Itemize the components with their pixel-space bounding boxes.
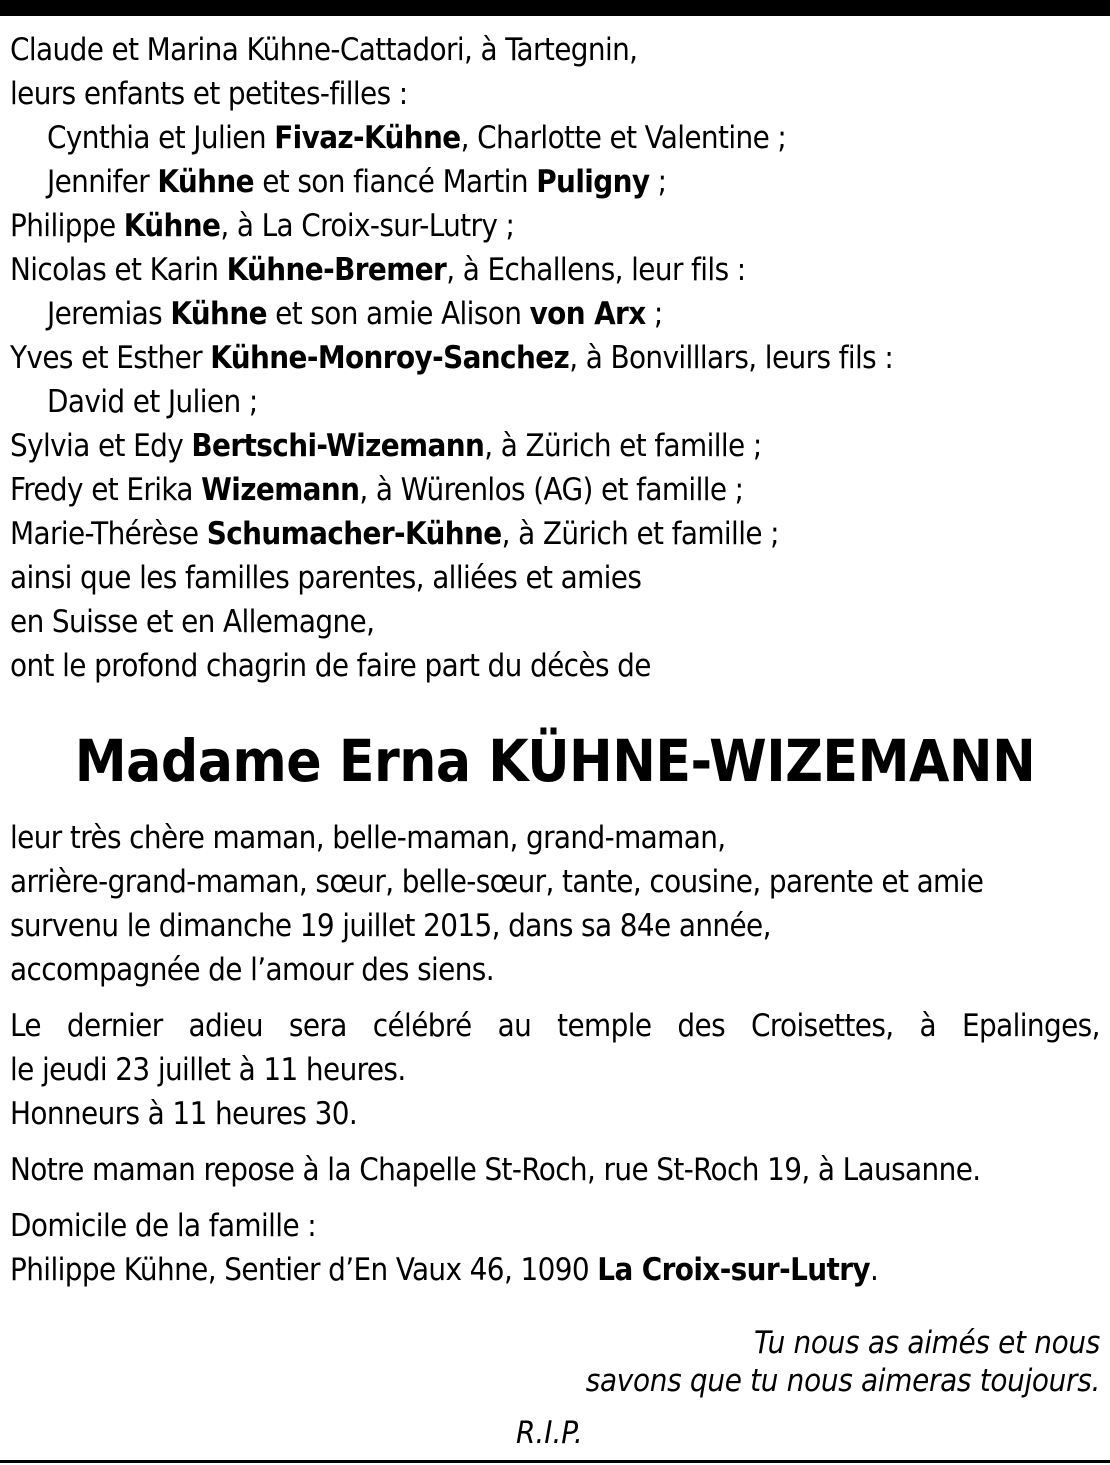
- address-text: Philippe Kühne, Sentier d’En Vaux 46, 1090: [10, 1252, 598, 1288]
- ceremony-word: temple: [557, 1008, 652, 1044]
- family-surname: Kühne-Bremer: [226, 252, 447, 288]
- family-line: [10, 336, 1100, 380]
- tribute-line: leur très chère maman, belle-maman, grand-maman,: [10, 820, 726, 856]
- tribute-line: accompagnée de l’amour des siens.: [10, 952, 494, 988]
- family-text: , à Bonvilllars, leurs fils :: [569, 340, 894, 376]
- quote-line: Tu nous as aimés et nous: [754, 1325, 1100, 1361]
- family-line: [10, 512, 1100, 556]
- family-line: [10, 468, 1100, 512]
- rip-mark: R.I.P.: [516, 1415, 583, 1451]
- family-surname: Kühne-Monroy-Sanchez: [210, 340, 570, 376]
- family-text: Yves et Esther: [10, 340, 211, 376]
- family-surname: Kühne: [157, 164, 254, 200]
- family-line: [10, 292, 1100, 336]
- family-text: Sylvia et Edy: [10, 428, 192, 464]
- closing-quote: [10, 1324, 1100, 1400]
- family-line: [10, 204, 1100, 248]
- family-line: [10, 28, 1100, 72]
- ceremony-line: [10, 1004, 1100, 1048]
- family-line: [10, 72, 1100, 116]
- deceased-name: Madame Erna KÜHNE-WIZEMANN: [74, 727, 1036, 795]
- repose-line: Notre maman repose à la Chapelle St-Roch, rue St-Roch 19, à Lausanne.: [10, 1152, 981, 1188]
- family-text: ;: [645, 296, 663, 332]
- domicile-info: [10, 1204, 1100, 1292]
- family-line: [10, 556, 1100, 600]
- family-text: Marie-Thérèse: [10, 516, 207, 552]
- bottom-rule: [0, 1460, 1110, 1463]
- family-line: [10, 248, 1100, 292]
- family-text: , à Echallens, leur fils :: [446, 252, 746, 288]
- family-line: [10, 160, 1100, 204]
- family-surname: Kühne: [170, 296, 267, 332]
- family-line: [10, 600, 1100, 644]
- ceremony-word: Epalinges,: [962, 1008, 1100, 1044]
- ceremony-word: Le: [10, 1008, 41, 1044]
- ceremony-word: dernier: [66, 1008, 163, 1044]
- ceremony-word: au: [497, 1008, 532, 1044]
- ceremony-word: des: [677, 1008, 726, 1044]
- tribute-text: [10, 816, 1100, 992]
- family-surname: von Arx: [529, 296, 646, 332]
- honours-time: Honneurs à 11 heures 30.: [10, 1096, 358, 1132]
- family-text: ainsi que les familles parentes, alliées et amies: [10, 560, 642, 596]
- family-text: , à Würenlos (AG) et famille ;: [359, 472, 744, 508]
- ceremony-word: Croisettes,: [750, 1008, 894, 1044]
- family-text: Jeremias: [47, 296, 171, 332]
- family-text: ont le profond chagrin de faire part du décès de: [10, 648, 651, 684]
- repose-info: [10, 1148, 1100, 1192]
- family-text: Fredy et Erika: [10, 472, 202, 508]
- ceremony-date: le jeudi 23 juillet à 11 heures.: [10, 1052, 406, 1088]
- family-text: Philippe: [10, 208, 124, 244]
- family-line: [10, 380, 1100, 424]
- family-surname: Schumacher-Kühne: [206, 516, 502, 552]
- family-text: , à La Croix-sur-Lutry ;: [220, 208, 515, 244]
- ceremony-word: sera: [288, 1008, 347, 1044]
- family-text: , à Zürich et famille ;: [501, 516, 779, 552]
- address-end: .: [869, 1252, 879, 1288]
- quote-line: savons que tu nous aimeras toujours.: [585, 1363, 1100, 1399]
- family-text: en Suisse et en Allemagne,: [10, 604, 375, 640]
- family-surname: Bertschi-Wizemann: [191, 428, 485, 464]
- tribute-line: arrière-grand-maman, sœur, belle-sœur, tante, cousine, parente et amie: [10, 864, 984, 900]
- family-text: Cynthia et Julien: [47, 120, 275, 156]
- family-text: leurs enfants et petites-filles :: [10, 76, 408, 112]
- family-text: ;: [649, 164, 667, 200]
- family-text: , Charlotte et Valentine ;: [460, 120, 787, 156]
- obituary-notice: [10, 28, 1100, 1452]
- tribute-line: survenu le dimanche 19 juillet 2015, dans sa 84e année,: [10, 908, 771, 944]
- family-surname: Fivaz-Kühne: [274, 120, 461, 156]
- family-line: [10, 116, 1100, 160]
- ceremony-info: [10, 1004, 1100, 1136]
- ceremony-word: à: [919, 1008, 937, 1044]
- family-text: Jennifer: [47, 164, 158, 200]
- family-surname: Puligny: [536, 164, 650, 200]
- ceremony-word: adieu: [188, 1008, 263, 1044]
- domicile-address: [10, 1248, 1100, 1292]
- family-text: , à Zürich et famille ;: [484, 428, 762, 464]
- family-text: Nicolas et Karin: [10, 252, 227, 288]
- family-line: [10, 644, 1100, 688]
- family-text: David et Julien ;: [47, 384, 258, 420]
- address-city: La Croix-sur-Lutry: [597, 1252, 870, 1288]
- family-line: [10, 424, 1100, 468]
- top-rule: [0, 0, 1110, 16]
- domicile-label: Domicile de la famille :: [10, 1208, 317, 1244]
- family-text: et son amie Alison: [266, 296, 530, 332]
- family-text: Claude et Marina Kühne-Cattadori, à Tartegnin,: [10, 32, 638, 68]
- family-surname: Kühne: [123, 208, 221, 244]
- family-surname: Wizemann: [201, 472, 360, 508]
- family-list: [10, 28, 1100, 688]
- ceremony-word: célébré: [372, 1008, 472, 1044]
- family-text: et son fiancé Martin: [253, 164, 537, 200]
